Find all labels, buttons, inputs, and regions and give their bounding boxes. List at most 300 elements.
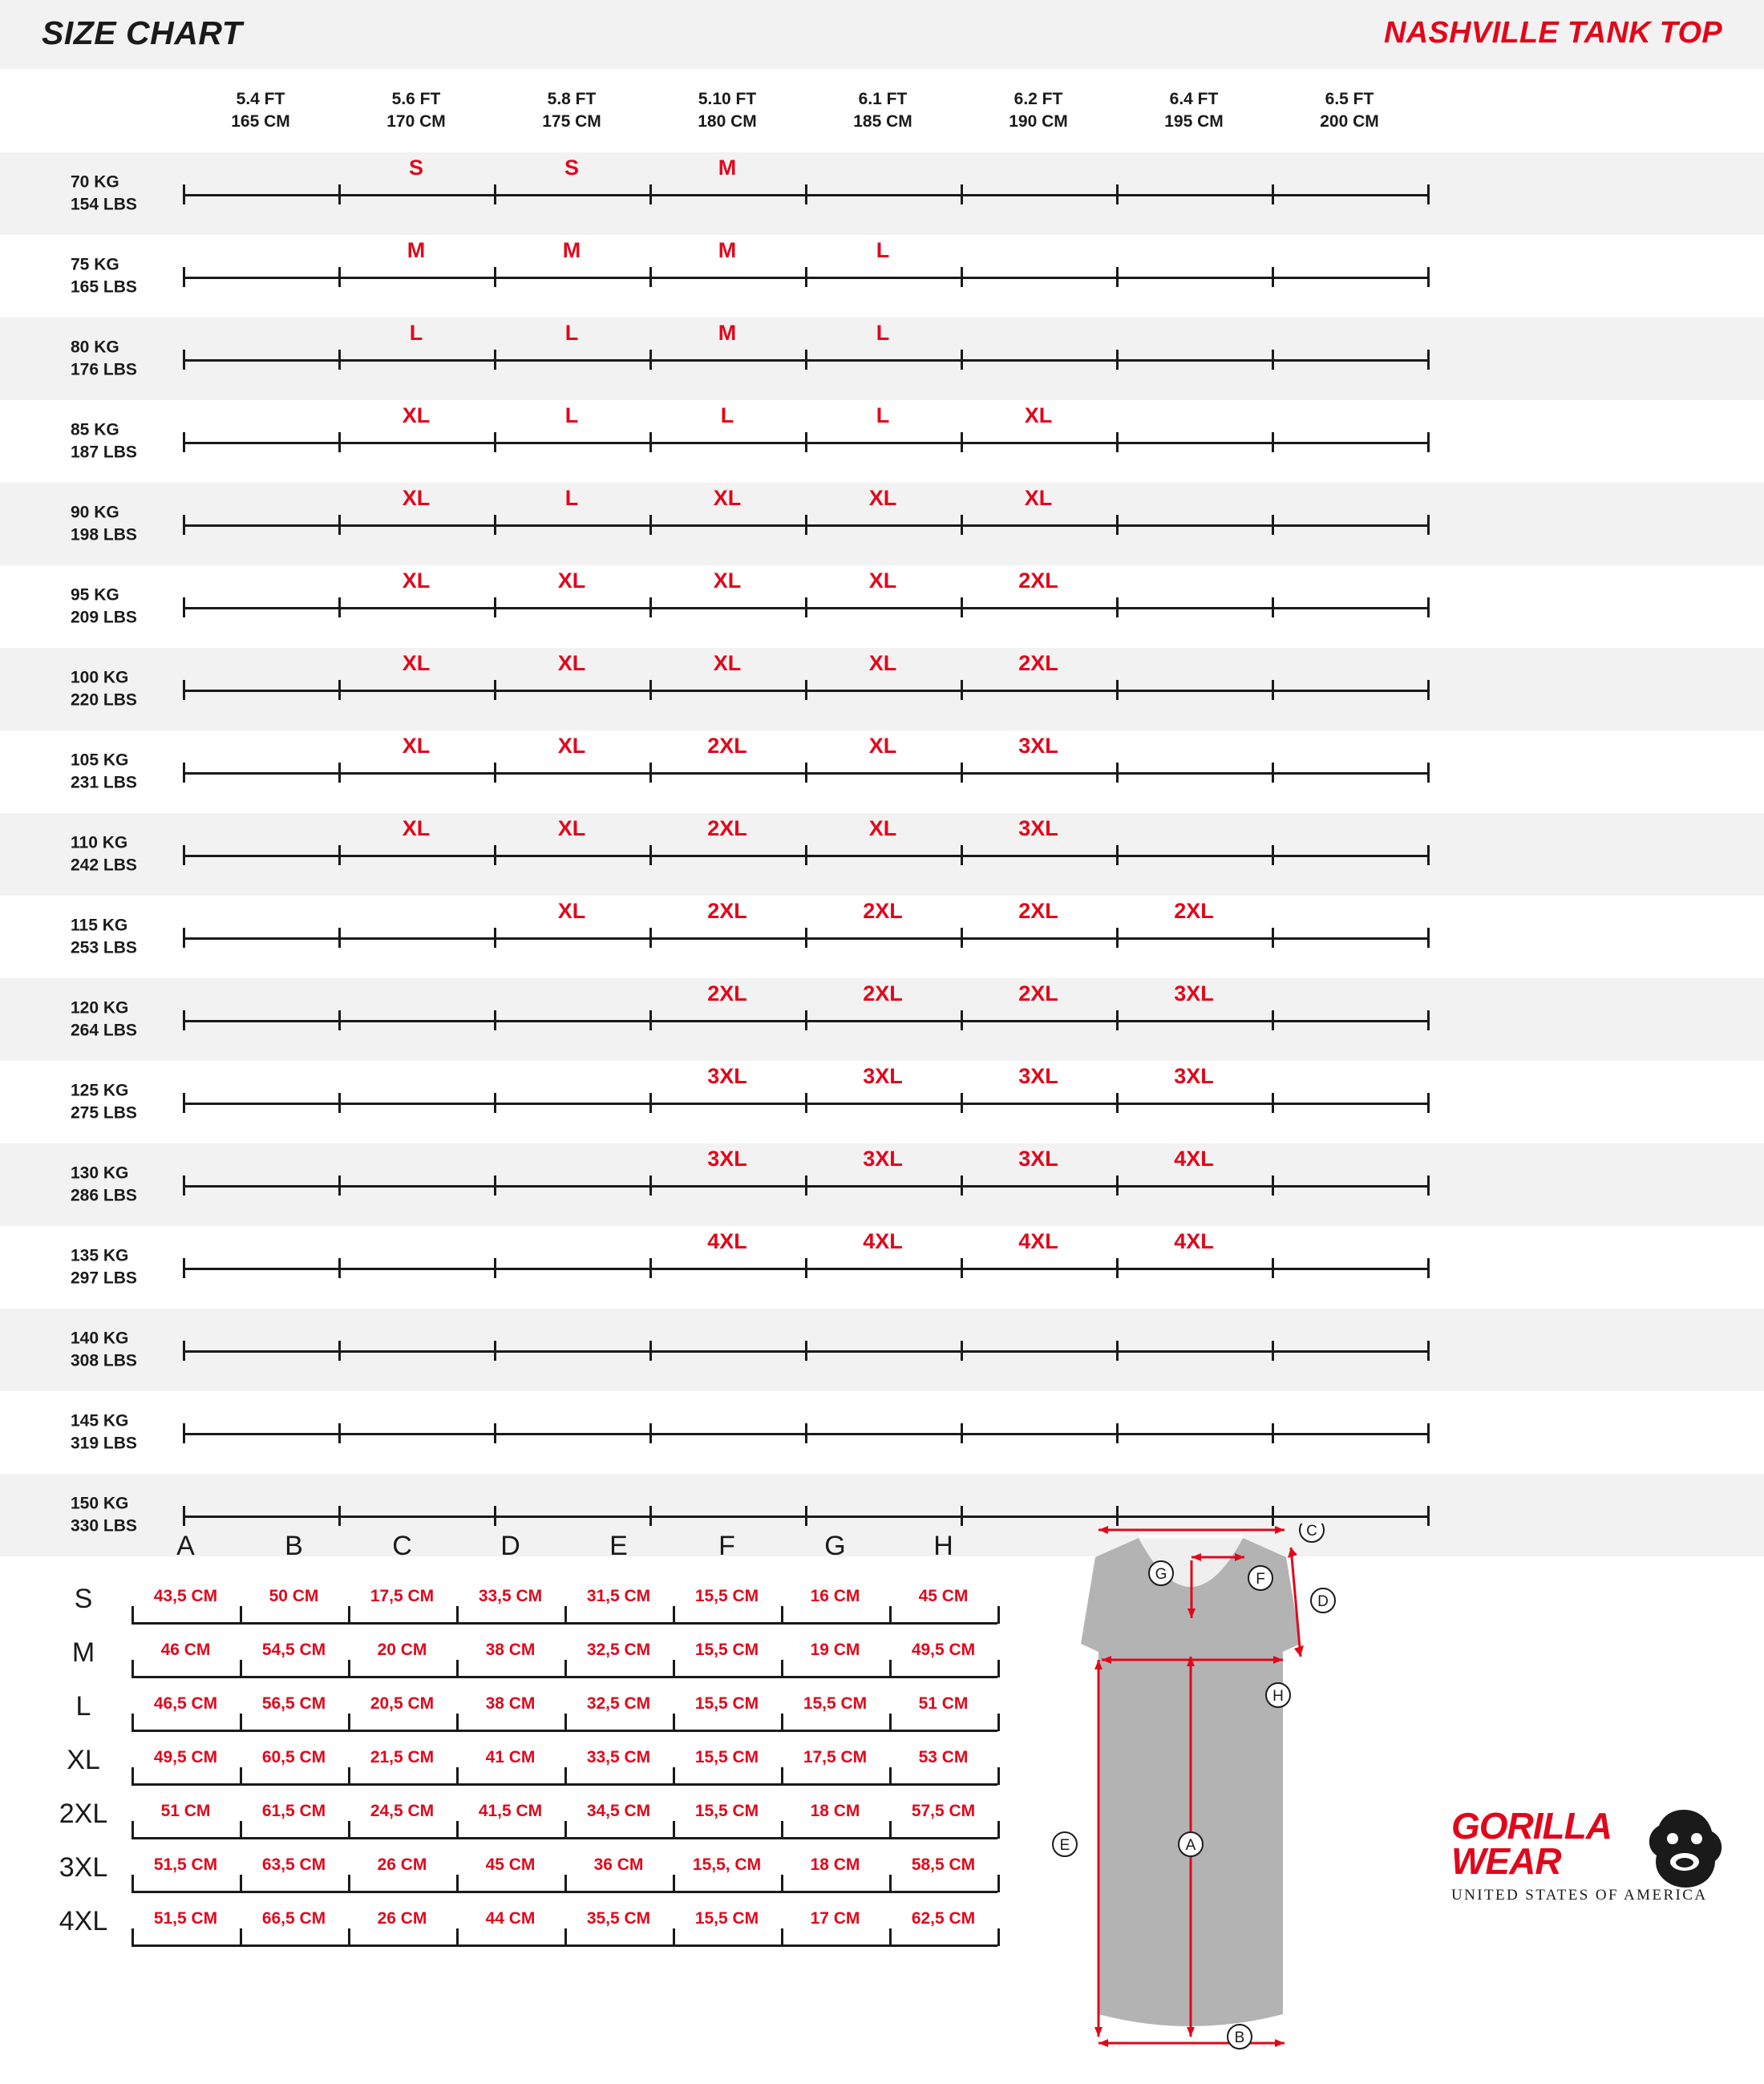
size-cell: S bbox=[408, 155, 423, 180]
measurement-tick bbox=[456, 1767, 459, 1785]
measurement-value: 51 CM bbox=[160, 1802, 211, 1820]
height-ft: 5.8 FT bbox=[547, 90, 597, 108]
weight-kg: 80 KG bbox=[71, 338, 119, 357]
size-cell: L bbox=[720, 403, 734, 427]
matrix-column-headers bbox=[0, 69, 1764, 152]
size-cell: 4XL bbox=[1174, 1146, 1214, 1171]
size-cell: 4XL bbox=[1174, 1228, 1214, 1253]
height-cm: 185 CM bbox=[853, 112, 912, 132]
axis-tick bbox=[649, 680, 652, 700]
size-cell: 3XL bbox=[1018, 1146, 1058, 1171]
matrix-column-header bbox=[1122, 88, 1266, 134]
axis-tick bbox=[805, 184, 807, 204]
page-header bbox=[0, 0, 1764, 69]
table-row bbox=[42, 1631, 1004, 1685]
size-cell: L bbox=[564, 403, 579, 427]
measurement-value: 21,5 CM bbox=[370, 1748, 435, 1766]
measurement-tick bbox=[131, 1875, 134, 1892]
matrix-column-header bbox=[655, 88, 799, 134]
table-row bbox=[0, 565, 1764, 648]
axis-tick bbox=[494, 432, 496, 452]
measurement-tick bbox=[997, 1928, 1000, 1946]
size-cell: XL bbox=[557, 898, 586, 923]
logo-line-2: WEAR bbox=[1451, 1840, 1561, 1883]
measurement-tick bbox=[240, 1767, 242, 1785]
axis-tick bbox=[183, 1423, 185, 1443]
measurement-value: 18 CM bbox=[810, 1855, 860, 1874]
weight-lbs: 308 LBS bbox=[71, 1351, 137, 1370]
axis-tick bbox=[805, 1093, 807, 1113]
axis-tick bbox=[338, 1093, 341, 1113]
axis-tick bbox=[1427, 845, 1430, 865]
measurement-column-header: F bbox=[718, 1531, 735, 1561]
table-row bbox=[42, 1900, 1004, 1953]
height-cm: 195 CM bbox=[1164, 112, 1224, 132]
measurement-tick bbox=[131, 1821, 134, 1839]
measurement-value: 15,5 CM bbox=[694, 1587, 759, 1605]
axis-tick bbox=[649, 1341, 652, 1361]
axis-tick bbox=[1116, 1423, 1119, 1443]
axis-tick bbox=[1272, 680, 1274, 700]
size-cell: XL bbox=[868, 568, 897, 593]
axis-tick bbox=[183, 680, 185, 700]
axis-tick bbox=[494, 1423, 496, 1443]
weight-kg: 95 KG bbox=[71, 585, 119, 605]
garment-diagram-svg bbox=[1018, 1524, 1363, 2053]
height-cm: 180 CM bbox=[698, 112, 757, 132]
measurement-tick bbox=[240, 1928, 242, 1946]
measurement-tick bbox=[131, 1660, 134, 1677]
matrix-column-header bbox=[811, 88, 955, 134]
logo-line-1: GORILLA bbox=[1451, 1805, 1612, 1847]
table-row bbox=[0, 1391, 1764, 1474]
measurement-tick bbox=[240, 1821, 242, 1839]
axis-tick bbox=[1427, 928, 1430, 948]
size-cell: 2XL bbox=[1018, 898, 1058, 923]
measurement-tick bbox=[997, 1875, 1000, 1892]
measurement-column-header: B bbox=[285, 1531, 303, 1561]
weight-lbs: 187 LBS bbox=[71, 443, 137, 462]
measurement-value: 62,5 CM bbox=[911, 1909, 976, 1928]
axis-tick bbox=[494, 267, 496, 287]
axis-tick bbox=[961, 928, 963, 948]
measurement-tick bbox=[997, 1714, 1000, 1731]
axis-tick bbox=[1427, 184, 1430, 204]
axis-tick bbox=[183, 763, 185, 783]
axis-tick bbox=[805, 1341, 807, 1361]
axis-tick bbox=[338, 928, 341, 948]
axis-tick bbox=[494, 1341, 496, 1361]
size-cell: M bbox=[718, 155, 737, 180]
measurement-tick bbox=[564, 1606, 567, 1624]
table-row bbox=[0, 1309, 1764, 1391]
weight-kg: 110 KG bbox=[71, 833, 128, 852]
measurement-tick bbox=[456, 1660, 459, 1677]
table-row bbox=[42, 1846, 1004, 1900]
measurement-size-label: L bbox=[75, 1691, 91, 1722]
weight-kg: 120 KG bbox=[71, 998, 129, 1018]
axis-tick bbox=[961, 1423, 963, 1443]
axis-tick bbox=[1272, 1258, 1274, 1278]
measurement-column-header: H bbox=[933, 1531, 953, 1561]
weight-kg: 100 KG bbox=[71, 668, 129, 687]
measurement-value: 57,5 CM bbox=[911, 1802, 976, 1820]
axis-tick bbox=[338, 1176, 341, 1196]
axis-tick bbox=[1116, 1341, 1119, 1361]
diagram-label-b: B bbox=[1234, 2029, 1245, 2046]
size-cell: 3XL bbox=[1174, 981, 1214, 1006]
table-row bbox=[0, 978, 1764, 1061]
size-cell: XL bbox=[402, 485, 431, 510]
axis-tick bbox=[1272, 515, 1274, 535]
measurement-tick bbox=[348, 1928, 350, 1946]
axis-tick bbox=[494, 515, 496, 535]
measurement-value: 44 CM bbox=[485, 1909, 536, 1928]
measurement-rows bbox=[42, 1577, 1004, 1953]
size-cell: XL bbox=[868, 485, 897, 510]
size-cell: XL bbox=[713, 568, 742, 593]
axis-tick bbox=[338, 515, 341, 535]
axis-tick bbox=[494, 350, 496, 370]
size-cell: XL bbox=[868, 815, 897, 840]
table-row bbox=[0, 896, 1764, 978]
measurement-value: 41,5 CM bbox=[478, 1802, 543, 1820]
axis-tick bbox=[338, 597, 341, 617]
size-matrix bbox=[0, 69, 1764, 1556]
measurement-value: 41 CM bbox=[485, 1748, 536, 1766]
diagram-label-a: A bbox=[1185, 1837, 1196, 1854]
height-cm: 190 CM bbox=[1009, 112, 1068, 132]
weight-kg: 90 KG bbox=[71, 503, 119, 522]
size-cell: 3XL bbox=[863, 1063, 903, 1088]
axis-tick bbox=[805, 597, 807, 617]
product-name: NASHVILLE TANK TOP bbox=[1383, 16, 1722, 50]
measurement-value: 15,5 CM bbox=[694, 1909, 759, 1928]
diagram-label-d: D bbox=[1317, 1593, 1329, 1610]
axis-tick bbox=[183, 597, 185, 617]
measurement-value: 17,5 CM bbox=[803, 1748, 868, 1766]
measurement-value: 32,5 CM bbox=[586, 1641, 651, 1659]
axis-tick bbox=[805, 1423, 807, 1443]
axis-tick bbox=[1427, 1506, 1430, 1526]
measurement-tick bbox=[240, 1606, 242, 1624]
measurement-tick bbox=[456, 1714, 459, 1731]
measurement-tick bbox=[673, 1606, 675, 1624]
measurement-value: 16 CM bbox=[810, 1587, 860, 1605]
axis-tick bbox=[1272, 1341, 1274, 1361]
axis-tick bbox=[1427, 1423, 1430, 1443]
measurement-tick bbox=[456, 1821, 459, 1839]
table-row bbox=[0, 730, 1764, 813]
measurement-tick bbox=[348, 1875, 350, 1892]
size-cell: XL bbox=[557, 568, 586, 593]
measurement-value: 51,5 CM bbox=[153, 1909, 218, 1928]
size-cell: M bbox=[718, 237, 737, 262]
table-row bbox=[0, 1143, 1764, 1226]
measurement-tick bbox=[348, 1714, 350, 1731]
matrix-rows bbox=[0, 152, 1764, 1556]
axis-tick bbox=[1427, 350, 1430, 370]
axis-tick bbox=[183, 1258, 185, 1278]
axis-tick bbox=[805, 1258, 807, 1278]
axis-tick bbox=[494, 1093, 496, 1113]
weight-kg: 105 KG bbox=[71, 751, 129, 770]
axis-tick bbox=[805, 350, 807, 370]
axis-tick bbox=[1116, 267, 1119, 287]
axis-tick bbox=[1272, 1423, 1274, 1443]
axis-tick bbox=[1427, 267, 1430, 287]
axis-tick bbox=[338, 845, 341, 865]
measurement-tick bbox=[781, 1928, 783, 1946]
measurement-tick bbox=[564, 1767, 567, 1785]
table-row bbox=[0, 813, 1764, 896]
axis-tick bbox=[961, 432, 963, 452]
size-cell: XL bbox=[402, 568, 431, 593]
size-cell: XL bbox=[1024, 485, 1053, 510]
measurement-value: 51 CM bbox=[918, 1694, 969, 1713]
measurement-tick bbox=[564, 1875, 567, 1892]
axis-tick bbox=[1427, 1341, 1430, 1361]
weight-kg: 140 KG bbox=[71, 1329, 129, 1348]
measurement-size-label: M bbox=[71, 1637, 95, 1668]
measurement-value: 31,5 CM bbox=[586, 1587, 651, 1605]
axis-tick bbox=[338, 680, 341, 700]
height-cm: 175 CM bbox=[542, 112, 601, 132]
axis-tick bbox=[183, 184, 185, 204]
measurement-value: 49,5 CM bbox=[153, 1748, 218, 1766]
axis-tick bbox=[961, 1010, 963, 1030]
axis-tick bbox=[183, 1010, 185, 1030]
measurement-value: 19 CM bbox=[810, 1641, 860, 1659]
measurement-tick bbox=[348, 1821, 350, 1839]
axis-tick bbox=[649, 350, 652, 370]
size-cell: 4XL bbox=[1018, 1228, 1058, 1253]
axis-tick bbox=[961, 184, 963, 204]
axis-tick bbox=[1116, 432, 1119, 452]
table-row bbox=[42, 1738, 1004, 1792]
axis-tick bbox=[183, 1506, 185, 1526]
measurement-value: 24,5 CM bbox=[370, 1802, 435, 1820]
size-cell: M bbox=[407, 237, 426, 262]
axis-tick bbox=[961, 1506, 963, 1526]
measurement-value: 61,5 CM bbox=[261, 1802, 326, 1820]
axis-tick bbox=[1116, 845, 1119, 865]
measurement-value: 34,5 CM bbox=[586, 1802, 651, 1820]
axis-tick bbox=[649, 928, 652, 948]
measurement-value: 18 CM bbox=[810, 1802, 860, 1820]
size-cell: 2XL bbox=[707, 898, 747, 923]
measurement-value: 38 CM bbox=[485, 1641, 536, 1659]
axis-tick bbox=[1116, 184, 1119, 204]
axis-tick bbox=[961, 763, 963, 783]
matrix-column-header bbox=[188, 88, 333, 134]
axis-tick bbox=[338, 432, 341, 452]
page-title: SIZE CHART bbox=[42, 14, 243, 51]
measurement-value: 38 CM bbox=[485, 1694, 536, 1713]
measurement-tick bbox=[889, 1606, 892, 1624]
axis-tick bbox=[494, 184, 496, 204]
garment-diagram bbox=[1018, 1524, 1363, 2053]
weight-kg: 70 KG bbox=[71, 172, 119, 192]
weight-kg: 130 KG bbox=[71, 1163, 129, 1183]
size-cell: 3XL bbox=[707, 1063, 747, 1088]
axis-tick bbox=[494, 1258, 496, 1278]
measurement-tick bbox=[240, 1875, 242, 1892]
axis-tick bbox=[649, 267, 652, 287]
table-row bbox=[0, 318, 1764, 400]
axis-tick bbox=[494, 1506, 496, 1526]
measurement-column-header: E bbox=[609, 1531, 628, 1561]
size-cell: XL bbox=[713, 650, 742, 675]
axis-tick bbox=[649, 597, 652, 617]
measurement-value: 50 CM bbox=[269, 1587, 319, 1605]
axis-tick bbox=[1272, 845, 1274, 865]
size-cell: XL bbox=[402, 650, 431, 675]
measurement-column-header: D bbox=[500, 1531, 520, 1561]
axis-tick bbox=[961, 1341, 963, 1361]
measurement-tick bbox=[673, 1875, 675, 1892]
size-cell: L bbox=[876, 237, 890, 262]
size-cell: M bbox=[562, 237, 581, 262]
axis-tick bbox=[1272, 267, 1274, 287]
weight-lbs: 319 LBS bbox=[71, 1434, 137, 1453]
axis-tick bbox=[1427, 1093, 1430, 1113]
axis-tick bbox=[805, 515, 807, 535]
measurement-tick bbox=[564, 1928, 567, 1946]
axis-tick bbox=[1116, 928, 1119, 948]
diagram-label-f: F bbox=[1256, 1571, 1265, 1588]
table-row bbox=[42, 1685, 1004, 1738]
axis-tick bbox=[805, 1176, 807, 1196]
axis-tick bbox=[1116, 1093, 1119, 1113]
axis-tick bbox=[183, 432, 185, 452]
measurement-tick bbox=[131, 1767, 134, 1785]
axis-tick bbox=[961, 1176, 963, 1196]
size-cell: 2XL bbox=[1018, 981, 1058, 1006]
height-ft: 6.5 FT bbox=[1325, 90, 1374, 108]
measurement-value: 17 CM bbox=[810, 1909, 860, 1928]
table-row bbox=[0, 483, 1764, 565]
measurement-value: 46 CM bbox=[160, 1641, 211, 1659]
axis-tick bbox=[494, 680, 496, 700]
weight-kg: 135 KG bbox=[71, 1246, 129, 1265]
size-cell: S bbox=[564, 155, 579, 180]
axis-tick bbox=[338, 1258, 341, 1278]
matrix-column-header bbox=[344, 88, 488, 134]
axis-tick bbox=[338, 350, 341, 370]
measurement-value: 35,5 CM bbox=[586, 1909, 651, 1928]
measurement-value: 15,5 CM bbox=[694, 1694, 759, 1713]
axis-tick bbox=[494, 928, 496, 948]
size-cell: 2XL bbox=[863, 981, 903, 1006]
axis-tick bbox=[1272, 184, 1274, 204]
measurement-tick bbox=[348, 1606, 350, 1624]
axis-tick bbox=[1116, 1506, 1119, 1526]
axis-tick bbox=[805, 432, 807, 452]
height-ft: 6.2 FT bbox=[1013, 90, 1063, 108]
size-cell: 4XL bbox=[863, 1228, 903, 1253]
height-ft: 6.1 FT bbox=[858, 90, 908, 108]
weight-kg: 85 KG bbox=[71, 420, 119, 439]
size-cell: 4XL bbox=[707, 1228, 747, 1253]
measurement-tick bbox=[564, 1660, 567, 1677]
size-cell: XL bbox=[402, 403, 431, 427]
size-cell: L bbox=[564, 485, 579, 510]
measurement-tick bbox=[348, 1660, 350, 1677]
measurement-table bbox=[42, 1528, 1004, 1953]
height-ft: 5.6 FT bbox=[391, 90, 441, 108]
matrix-column-header bbox=[1277, 88, 1422, 134]
axis-tick bbox=[494, 763, 496, 783]
weight-lbs: 242 LBS bbox=[71, 856, 137, 875]
measurement-value: 15,5 CM bbox=[694, 1802, 759, 1820]
height-cm: 200 CM bbox=[1320, 112, 1379, 132]
measurement-column-headers bbox=[42, 1528, 1004, 1577]
size-cell: 2XL bbox=[1174, 898, 1214, 923]
axis-tick bbox=[649, 184, 652, 204]
weight-lbs: 264 LBS bbox=[71, 1021, 137, 1040]
axis-tick bbox=[1272, 763, 1274, 783]
measurement-tick bbox=[889, 1767, 892, 1785]
size-cell: M bbox=[718, 320, 737, 345]
measurement-tick bbox=[997, 1821, 1000, 1839]
axis-tick bbox=[494, 597, 496, 617]
axis-tick bbox=[805, 680, 807, 700]
measurement-tick bbox=[673, 1660, 675, 1677]
weight-lbs: 154 LBS bbox=[71, 195, 137, 214]
measurement-value: 33,5 CM bbox=[478, 1587, 543, 1605]
axis-tick bbox=[1427, 597, 1430, 617]
axis-tick bbox=[338, 1010, 341, 1030]
size-cell: XL bbox=[868, 650, 897, 675]
weight-kg: 125 KG bbox=[71, 1081, 129, 1100]
measurement-value: 15,5 CM bbox=[694, 1641, 759, 1659]
measurement-value: 66,5 CM bbox=[261, 1909, 326, 1928]
size-cell: 3XL bbox=[1018, 1063, 1058, 1088]
axis-tick bbox=[961, 1258, 963, 1278]
axis-tick bbox=[494, 845, 496, 865]
measurement-tick bbox=[456, 1875, 459, 1892]
brand-logo bbox=[1451, 1805, 1732, 1904]
diagram-label-e: E bbox=[1059, 1837, 1070, 1854]
weight-lbs: 220 LBS bbox=[71, 690, 137, 710]
size-cell: 3XL bbox=[1018, 733, 1058, 758]
measurement-value: 15,5, CM bbox=[692, 1855, 762, 1874]
weight-lbs: 198 LBS bbox=[71, 525, 137, 544]
axis-tick bbox=[494, 1176, 496, 1196]
axis-tick bbox=[649, 1506, 652, 1526]
axis-tick bbox=[1272, 1010, 1274, 1030]
size-cell: XL bbox=[868, 733, 897, 758]
weight-kg: 145 KG bbox=[71, 1411, 129, 1430]
axis-tick bbox=[494, 1010, 496, 1030]
measurement-value: 33,5 CM bbox=[586, 1748, 651, 1766]
measurement-size-label: XL bbox=[67, 1745, 100, 1775]
weight-lbs: 286 LBS bbox=[71, 1186, 137, 1205]
weight-kg: 75 KG bbox=[71, 255, 119, 274]
table-row bbox=[42, 1792, 1004, 1846]
measurement-tick bbox=[348, 1767, 350, 1785]
size-cell: 3XL bbox=[863, 1146, 903, 1171]
axis-tick bbox=[961, 350, 963, 370]
logo-subtitle: UNITED STATES OF AMERICA bbox=[1451, 1887, 1708, 1904]
measurement-size-label: 3XL bbox=[59, 1852, 108, 1883]
axis-tick bbox=[183, 267, 185, 287]
measurement-value: 60,5 CM bbox=[261, 1748, 326, 1766]
size-cell: 2XL bbox=[707, 733, 747, 758]
size-cell: XL bbox=[402, 815, 431, 840]
axis-tick bbox=[338, 763, 341, 783]
